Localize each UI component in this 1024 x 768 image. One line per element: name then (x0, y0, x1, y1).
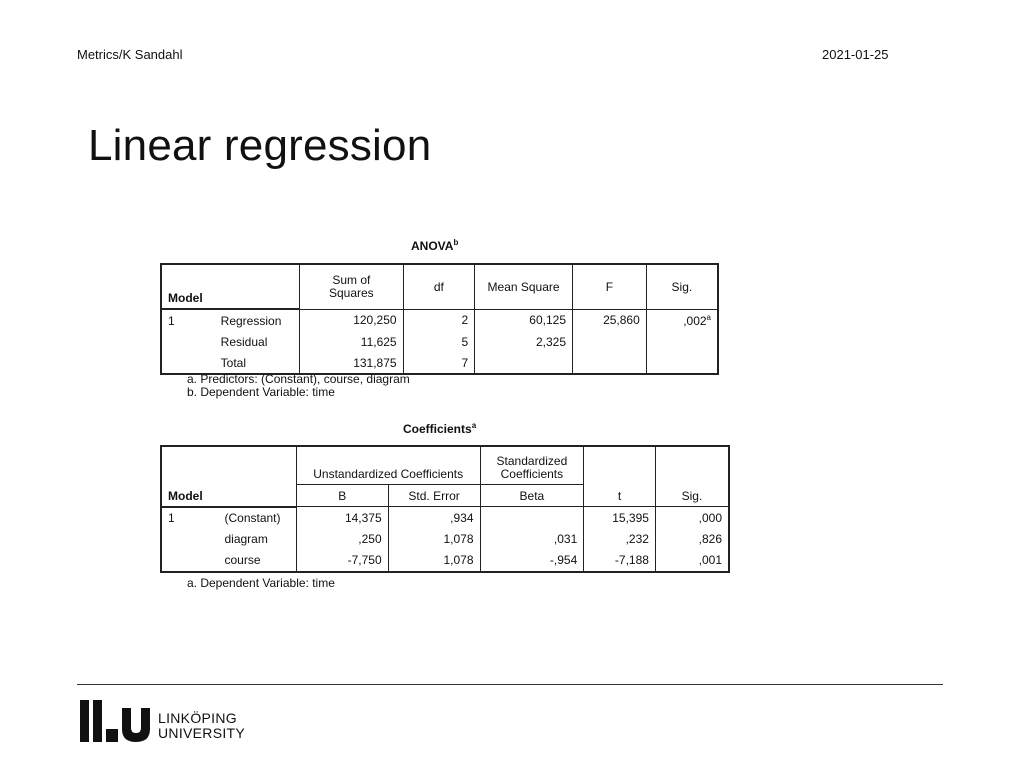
coef-cell-beta (480, 507, 584, 529)
anova-row-model: 1 (161, 309, 215, 331)
coef-row-model: 1 (161, 507, 218, 529)
coef-cell-b: 14,375 (296, 507, 388, 529)
table-row (161, 529, 729, 550)
coef-col-se: Std. Error (388, 485, 480, 507)
anova-row-label: Regression (215, 309, 300, 331)
anova-cell-f (573, 352, 647, 374)
coefficients-table (160, 445, 730, 573)
anova-col-df: df (403, 264, 475, 309)
anova-cell-ss: 120,250 (300, 309, 404, 331)
coef-cell-sig: ,001 (655, 550, 729, 572)
table-row (161, 352, 718, 374)
coef-col-unstd: Unstandardized Coefficients (296, 446, 480, 485)
anova-col-sig: Sig. (646, 264, 718, 309)
header-left: Metrics/K Sandahl (77, 47, 183, 62)
anova-col-ms: Mean Square (475, 264, 573, 309)
anova-cell-ss: 131,875 (300, 352, 404, 374)
coef-cell-t: ,232 (584, 529, 656, 550)
anova-footnote-a: a. Predictors: (Constant), course, diagram (187, 372, 410, 386)
anova-table (160, 263, 719, 375)
coef-cell-b: -7,750 (296, 550, 388, 572)
coef-cell-b: ,250 (296, 529, 388, 550)
anova-cell-sig: ,002$^a$ (646, 309, 718, 331)
anova-cell-ms: 2,325 (475, 331, 573, 352)
anova-col-f: F (573, 264, 647, 309)
anova-cell-df: 7 (403, 352, 475, 374)
coefficients-footnote: a. Dependent Variable: time (187, 576, 335, 590)
coef-cell-beta: ,031 (480, 529, 584, 550)
coef-row-model (161, 550, 218, 572)
anova-col-ss: Sum of Squares (300, 264, 404, 309)
anova-cell-ms (475, 352, 573, 374)
coef-row-label: diagram (218, 529, 296, 550)
anova-footnote-b: b. Dependent Variable: time (187, 385, 335, 399)
coef-row-label: course (218, 550, 296, 572)
logo-line-2: UNIVERSITY (158, 725, 246, 741)
coef-row-label: (Constant) (218, 507, 296, 529)
coef-cell-sig: ,826 (655, 529, 729, 550)
anova-cell-df: 5 (403, 331, 475, 352)
coef-col-model: Model (161, 446, 296, 507)
anova-cell-ms: 60,125 (475, 309, 573, 331)
logo-line-1: LINKÖPING (158, 710, 237, 726)
anova-cell-sig (646, 352, 718, 374)
table-row (161, 507, 729, 529)
anova-cell-f (573, 331, 647, 352)
table-row (161, 550, 729, 572)
coef-col-std: Standardized Coefficients (480, 446, 584, 485)
slide-title: Linear regression (88, 121, 432, 170)
coef-col-t: t (584, 446, 656, 507)
anova-cell-sig (646, 331, 718, 352)
table-row (161, 331, 718, 352)
coef-col-sig: Sig. (655, 446, 729, 507)
university-name (158, 711, 245, 741)
coef-cell-t: 15,395 (584, 507, 656, 529)
anova-cell-ss: 11,625 (300, 331, 404, 352)
coef-col-b: B (296, 485, 388, 507)
coef-cell-se: ,934 (388, 507, 480, 529)
anova-cell-df: 2 (403, 309, 475, 331)
anova-footnotes (187, 373, 410, 399)
header-date: 2021-01-25 (822, 47, 889, 62)
anova-row-label: Residual (215, 331, 300, 352)
anova-row-model (161, 352, 215, 374)
coef-cell-sig: ,000 (655, 507, 729, 529)
coef-cell-se: 1,078 (388, 550, 480, 572)
anova-row-label: Total (215, 352, 300, 374)
liu-logo-icon (80, 700, 152, 742)
coef-cell-t: -7,188 (584, 550, 656, 572)
coef-cell-se: 1,078 (388, 529, 480, 550)
anova-cell-f: 25,860 (573, 309, 647, 331)
footer-divider (77, 684, 943, 685)
anova-caption: ANOVA$^b$ (411, 238, 459, 253)
table-row (161, 309, 718, 331)
anova-row-model (161, 331, 215, 352)
coef-row-model (161, 529, 218, 550)
anova-col-model: Model (161, 264, 300, 309)
coefficients-caption: Coefficients$^a$ (403, 421, 477, 436)
coef-col-beta: Beta (480, 485, 584, 507)
coef-cell-beta: -,954 (480, 550, 584, 572)
